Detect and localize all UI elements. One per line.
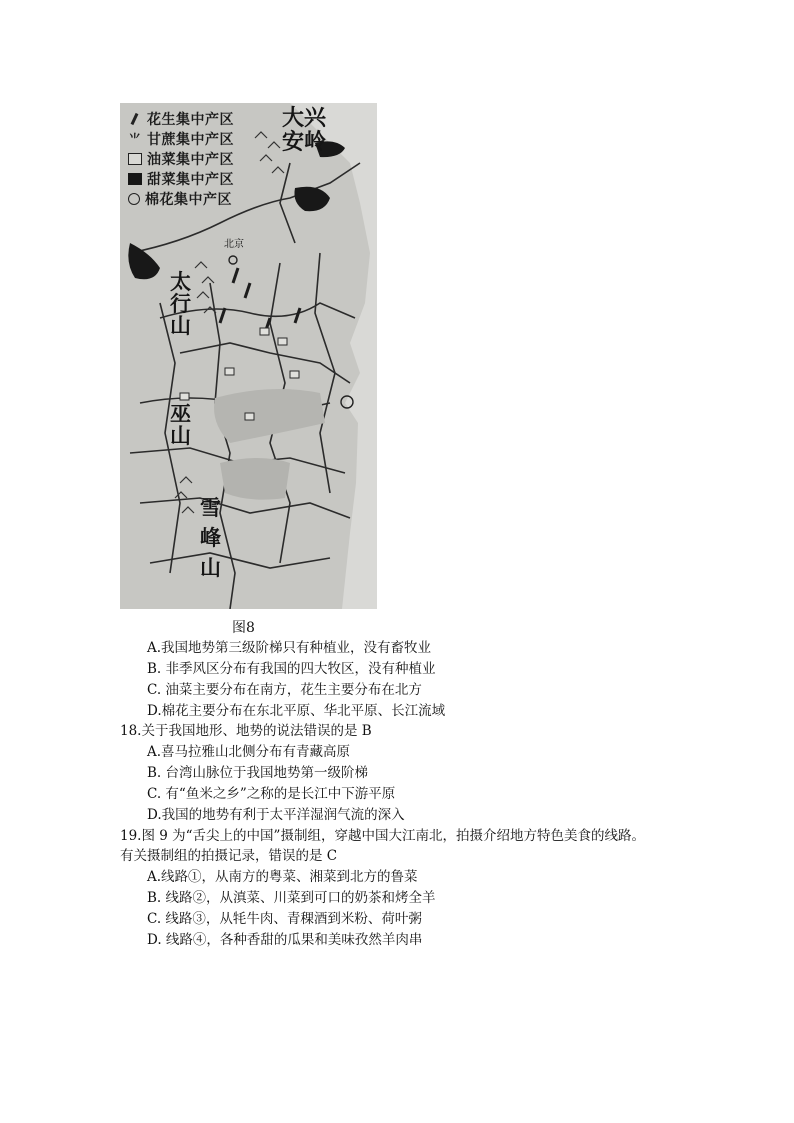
legend-label: 甘蔗集中产区 [147, 132, 234, 148]
cotton-circle-icon [128, 193, 140, 205]
q17-option-c: C. 油菜主要分布在南方，花生主要分布在北方 [147, 682, 422, 698]
q19-option-a: A.线路①，从南方的粤菜、湘菜到北方的鲁菜 [147, 869, 418, 885]
label-xuefeng: 雪峰山 [200, 496, 221, 580]
legend-item-sugarcane [128, 129, 250, 149]
q18-option-c: C. 有“鱼米之乡”之称的是长江中下游平原 [147, 786, 396, 802]
label-taihang: 太行山 [170, 270, 191, 338]
label-wushan: 巫山 [170, 402, 191, 448]
q18-option-b: B. 台湾山脉位于我国地势第一级阶梯 [147, 765, 369, 781]
legend-label: 花生集中产区 [147, 112, 234, 128]
legend-label: 油菜集中产区 [147, 152, 234, 168]
q19-option-c: C. 线路③，从牦牛肉、青稞酒到米粉、荷叶粥 [147, 911, 422, 927]
beet-solid-icon [128, 173, 142, 185]
figure-caption: 图8 [232, 620, 255, 636]
legend-item-peanut [128, 109, 250, 129]
label-beijing: 北京 [224, 239, 244, 250]
legend-label: 棉花集中产区 [145, 192, 232, 208]
q18-option-a: A.喜马拉雅山北侧分布有青藏高原 [147, 744, 351, 760]
q19-stem-line2: 有关摄制组的拍摄记录，错误的是 C [120, 848, 338, 864]
q19-option-d: D. 线路④，各种香甜的瓜果和美味孜然羊肉串 [147, 932, 423, 948]
rapeseed-box-icon [128, 153, 142, 165]
q18-option-d: D.我国的地势有利于太平洋湿润气流的深入 [147, 807, 405, 823]
crop-distribution-map [120, 103, 377, 609]
legend-item-cotton [128, 189, 250, 209]
q17-option-d: D.棉花主要分布在东北平原、华北平原、长江流域 [147, 703, 446, 719]
sugarcane-icon: ⺌ [128, 132, 142, 146]
q17-option-b: B. 非季风区分布有我国的四大牧区，没有种植业 [147, 661, 436, 677]
peanut-stroke-icon [128, 113, 142, 125]
legend-item-rapeseed [128, 149, 250, 169]
q19-stem-line1: 19.图 9 为“舌尖上的中国”摄制组，穿越中国大江南北，拍摄介绍地方特色美食的线路。 [120, 828, 645, 844]
map-legend [128, 109, 250, 209]
legend-item-beet [128, 169, 250, 189]
label-daxinganling: 大兴安岭 [282, 106, 327, 155]
legend-label: 甜菜集中产区 [147, 172, 234, 188]
q19-option-b: B. 线路②，从滇菜、川菜到可口的奶茶和烤全羊 [147, 890, 436, 906]
q18-stem: 18.关于我国地形、地势的说法错误的是 B [120, 723, 372, 739]
q17-option-a: A.我国地势第三级阶梯只有种植业，没有畜牧业 [147, 640, 432, 656]
